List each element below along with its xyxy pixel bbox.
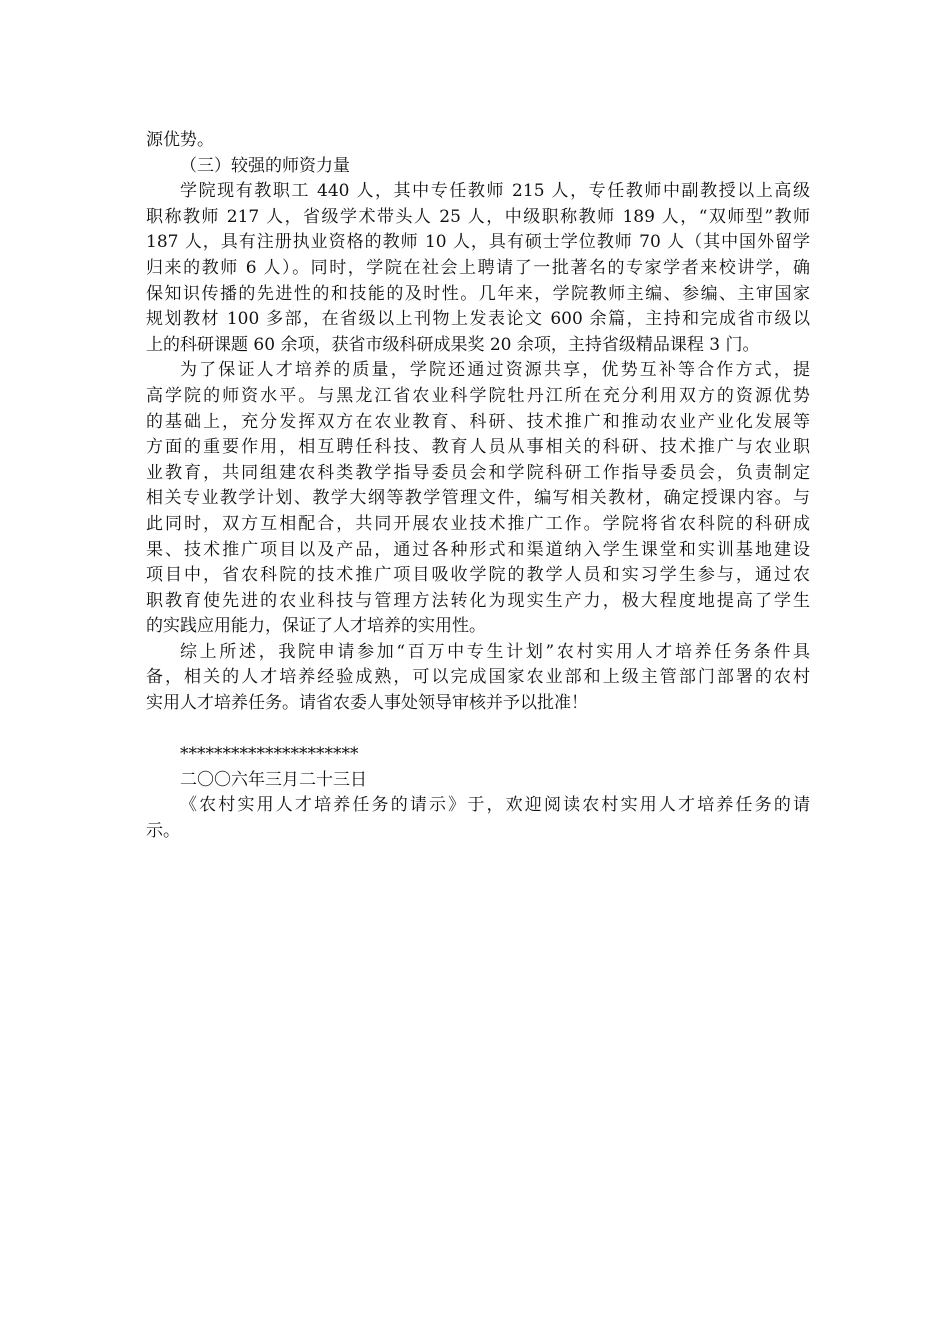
footer-note xyxy=(146,793,810,844)
paragraph-line: 学院现有教职工 440 人，其中专任教师 215 人，专任教师中副教授以上高级 xyxy=(180,181,810,202)
paragraph-line: 综上所述，我院申请参加“百万中专生计划”农村实用人才培养任务条件具 xyxy=(180,641,810,662)
intro-tail-line: 源优势。 xyxy=(146,130,214,150)
paragraph-line: 的基础上，充分发挥双方在农业教育、科研、技术推广和推动农业产业化发展等 xyxy=(146,411,810,432)
blank-line xyxy=(146,717,810,743)
paragraph-line: 规划教材 100 多部，在省级以上刊物上发表论文 600 余篇，主持和完成省市级以 xyxy=(146,309,810,330)
paragraph-faculty xyxy=(146,179,810,358)
paragraph-line: 上的科研课题 60 余项，获省市级科研成果奖 20 余项，主持省级精品课程 3 门。 xyxy=(146,334,760,355)
footer-line: 《农村实用人才培养任务的请示》于，欢迎阅读农村实用人才培养任务的请 xyxy=(180,795,810,816)
signature: ********************* xyxy=(180,744,359,765)
date-line: 二〇〇六年三月二十三日 xyxy=(180,769,367,790)
paragraph-line: 187 人，具有注册执业资格的教师 10 人，具有硕士学位教师 70 人（其中国外留学 xyxy=(146,232,810,253)
paragraph-line: 职教育使先进的农业科技与管理方法转化为现实生产力，极大程度地提高了学生 xyxy=(146,590,810,611)
section-heading: （三）较强的师资力量 xyxy=(180,155,350,176)
paragraph-cooperation xyxy=(146,358,810,640)
paragraph-line: 保知识传播的先进性的和技能的及时性。几年来，学院教师主编、参编、主审国家 xyxy=(146,283,810,304)
paragraph-conclusion xyxy=(146,640,810,717)
paragraph-line: 果、技术推广项目以及产品，通过各种形式和渠道纳入学生课堂和实训基地建设 xyxy=(146,539,810,560)
footer-line: 示。 xyxy=(146,821,180,842)
paragraph-line: 为了保证人才培养的质量，学院还通过资源共享，优势互补等合作方式，提 xyxy=(180,360,810,381)
paragraph-line: 实用人才培养任务。请省农委人事处领导审核并予以批准！ xyxy=(146,693,588,714)
paragraph-line: 职称教师 217 人，省级学术带头人 25 人，中级职称教师 189 人，“双师型”教师 xyxy=(146,206,810,227)
paragraph-line: 相关专业教学计划、教学大纲等教学管理文件，编写相关教材，确定授课内容。与 xyxy=(146,488,810,509)
paragraph-line: 项目中，省农科院的技术推广项目吸收学院的教学人员和实习学生参与，通过农 xyxy=(146,565,810,586)
paragraph-line: 此同时，双方互相配合，共同开展农业技术推广工作。学院将省农科院的科研成 xyxy=(146,513,810,534)
paragraph-line: 的实践应用能力，保证了人才培养的实用性。 xyxy=(146,616,486,637)
paragraph-line: 方面的重要作用，相互聘任科技、教育人员从事相关的科研、技术推广与农业职 xyxy=(146,437,810,458)
paragraph-line: 高学院的师资水平。与黑龙江省农业科学院牡丹江所在充分利用双方的资源优势 xyxy=(146,385,810,406)
paragraph-line: 业教育，共同组建农科类教学指导委员会和学院科研工作指导委员会，负责制定 xyxy=(146,462,810,483)
document-page xyxy=(146,128,810,845)
paragraph-line: 备，相关的人才培养经验成熟，可以完成国家农业部和上级主管部门部署的农村 xyxy=(146,667,810,688)
paragraph-line: 归来的教师 6 人）。同时，学院在社会上聘请了一批著名的专家学者来校讲学，确 xyxy=(146,257,810,278)
